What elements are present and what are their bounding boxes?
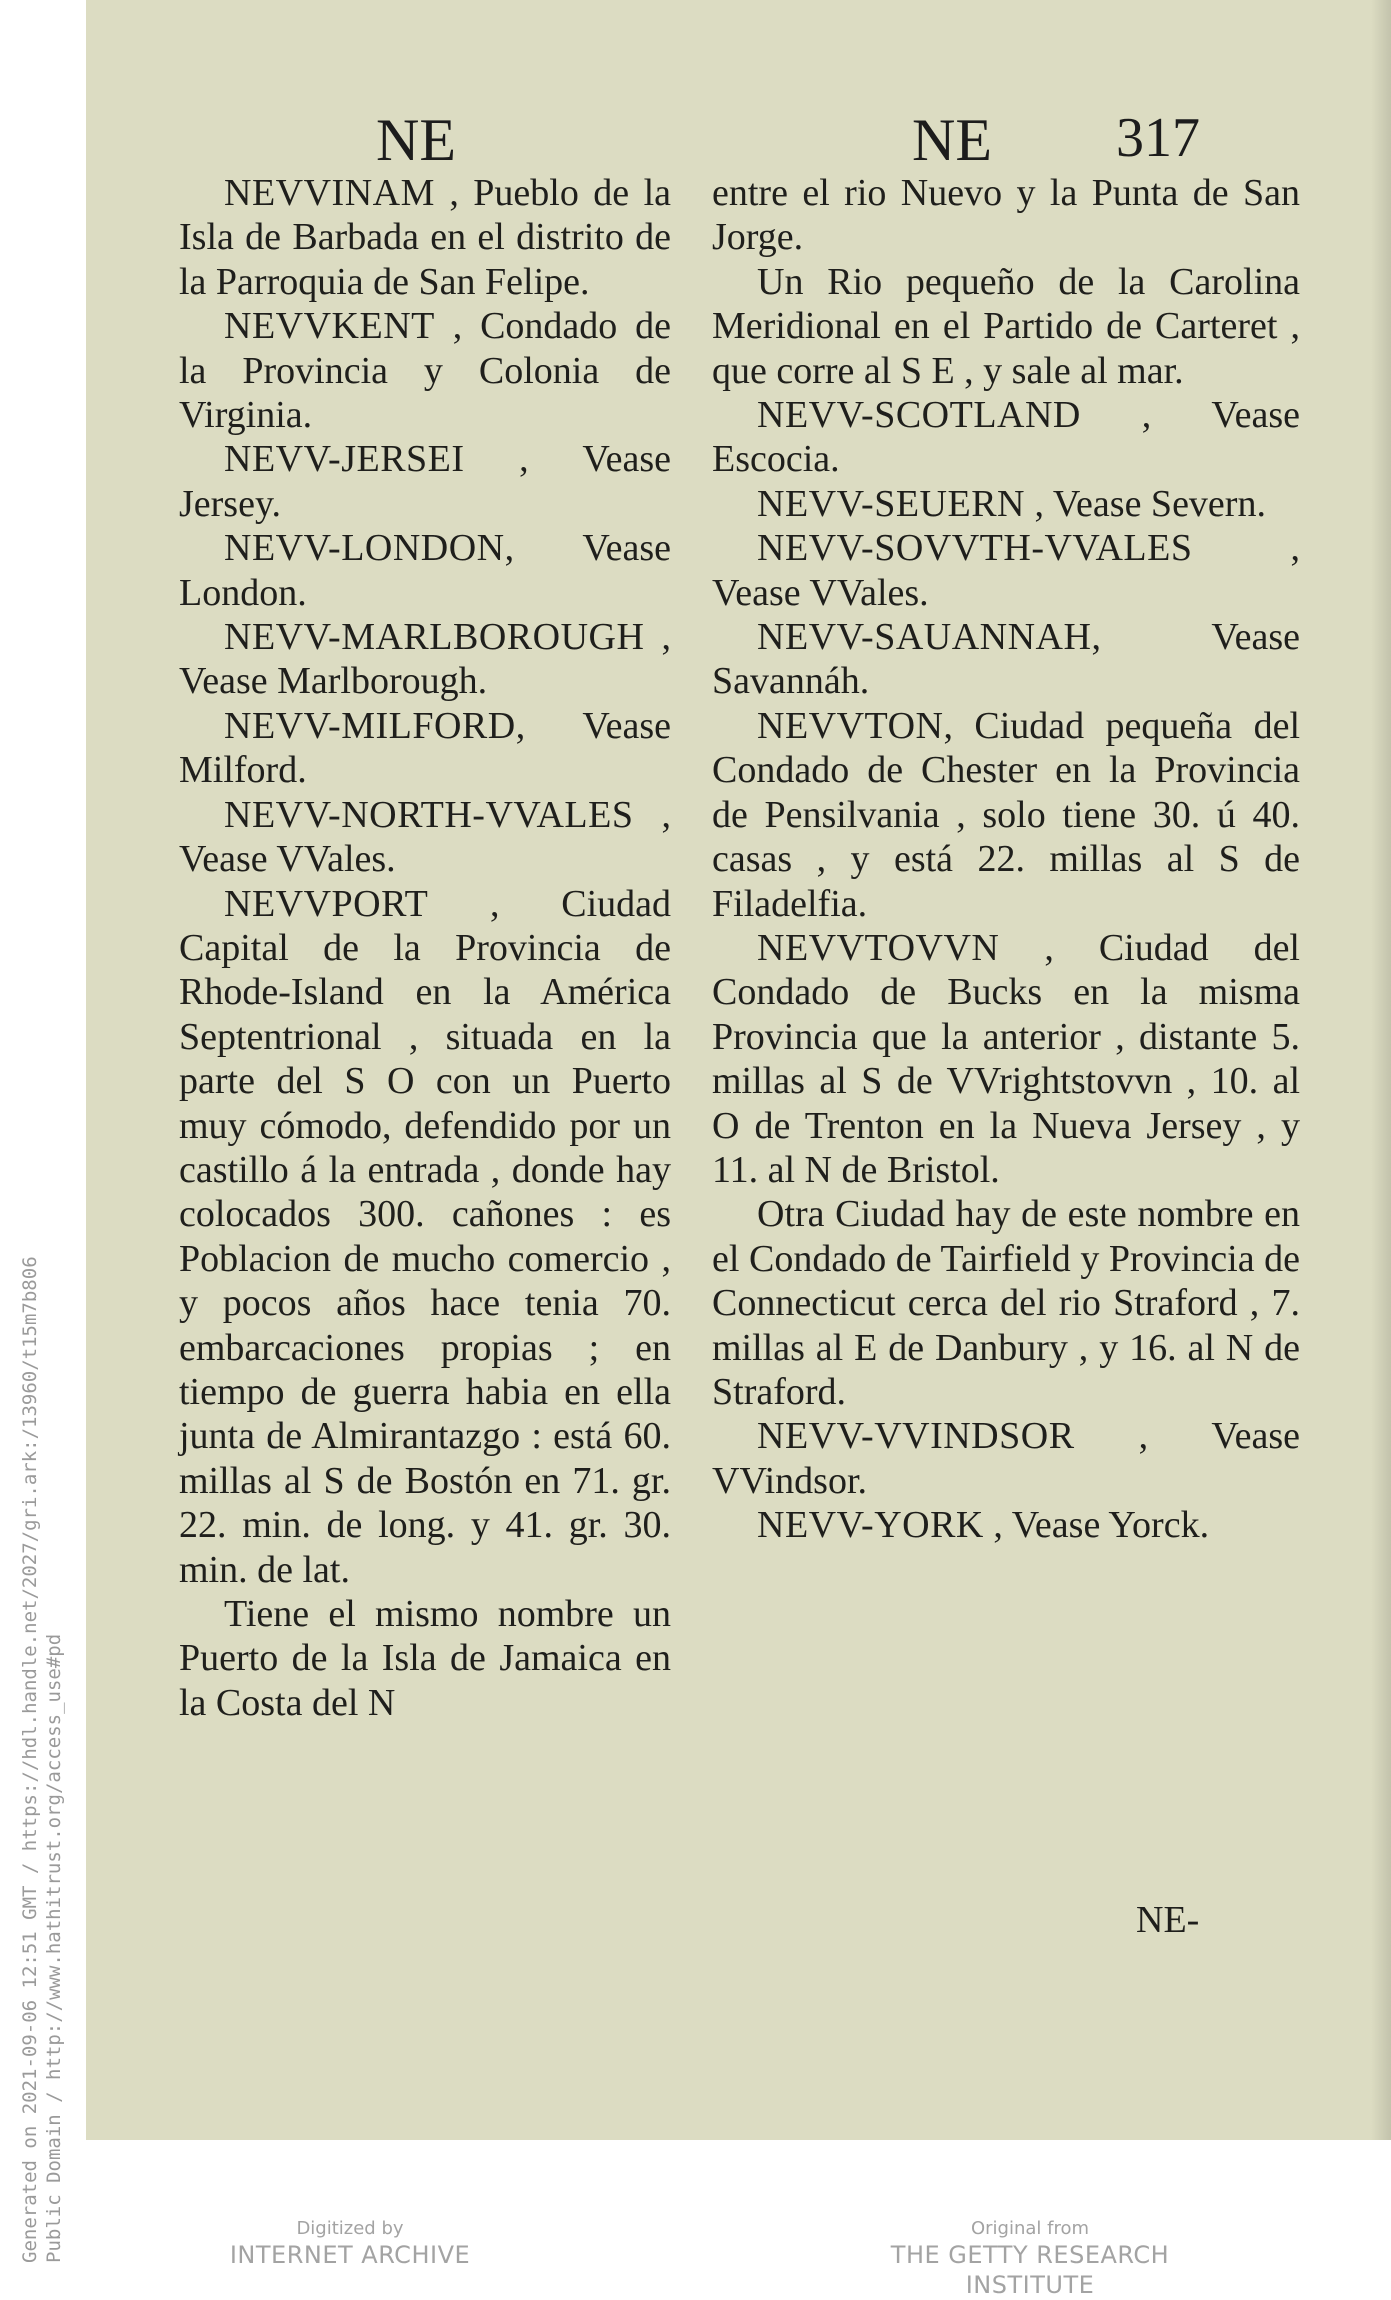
entry-text: , Vease VVales. [712, 527, 1300, 614]
entry-text: , Vease Yorck. [983, 1504, 1210, 1547]
entry-headword: NEVVTON [757, 704, 944, 747]
scanned-page [86, 0, 1391, 2140]
page-number: 317 [1116, 107, 1200, 169]
entry-text: , Condado de la Provincia y Colonia de Virginia. [179, 305, 671, 437]
entry-headword: NEVV-VVINDSOR [757, 1415, 1075, 1458]
digitized-by-label: Digitized by [296, 2218, 404, 2239]
entry-headword: NEVV-SCOTLAND [757, 394, 1081, 437]
entry-text: Tiene el mismo nombre un Puerto de la Isla de Jamaica en la Costa del N [179, 1593, 671, 1724]
stamp-line-2: Public Domain / http://www.hathitrust.org/access_use#pd [43, 1633, 65, 2263]
dictionary-entry [712, 260, 1300, 393]
entry-text: , Vease VVales. [179, 793, 671, 881]
dictionary-entry [712, 526, 1300, 615]
dictionary-entry [712, 482, 1300, 526]
entry-text: , Pueblo de la Isla de Barbada en el distrito de la Parroquia de San Felipe. [179, 172, 671, 303]
entry-headword: NEVV-SAUANNAH [757, 616, 1092, 659]
entry-headword: NEVV-JERSEI [224, 438, 465, 481]
dictionary-entry [712, 1414, 1300, 1503]
dictionary-entry [179, 882, 671, 1593]
entry-text: , Ciudad del Condado de Bucks en la misma Provincia que la anterior , distante 5. millas al S de VVrightstovvn , 10. al O de Trenton en la Nueva Jersey , y 11. al N de Bristol. [712, 926, 1300, 1191]
running-header [86, 106, 1391, 176]
original-from-label: Original from [970, 2218, 1090, 2239]
entry-text: Otra Ciudad hay de este nombre en el Condado de Tairfield y Provincia de Connecticut cerca del rio Straford , 7. millas al E de Danbury , y 16. al N de Straford. [712, 1193, 1300, 1413]
digitized-by-credit [200, 2218, 500, 2270]
dictionary-entry [179, 171, 671, 304]
left-column [179, 171, 671, 1725]
getty-institute-text: THE GETTY RESEARCH INSTITUTE [890, 2241, 1170, 2299]
entry-headword: NEVVINAM [224, 172, 435, 214]
entry-text: , Vease Savannáh. [712, 616, 1300, 703]
entry-text: , Vease Marlborough. [179, 616, 671, 703]
entry-headword: NEVV-SEUERN [757, 482, 1025, 525]
entry-headword: NEVVKENT [224, 305, 435, 348]
entry-text: , Ciudad Capital de la Provincia de Rhode-Island en la América Septentrional , situada en la parte del S O con un Puerto muy cómodo, defendido por un castillo á la entrada , donde hay colocados 300. cañones : es Poblacion de mucho comercio , y pocos años hace tenia 70. embarcaciones propias ; en tiempo de guerra habia en ella junta de Almirantazgo : está 60. millas al S de Bostón en 71. gr. 22. min. de long. y 41. gr. 30. min. de lat. [179, 882, 671, 1591]
entry-text: Un Rio pequeño de la Carolina Meridional en el Partido de Carteret , que corre al S E , y sale al mar. [712, 260, 1300, 392]
entry-text: , Vease Severn. [1025, 482, 1266, 525]
entry-text: entre el rio Nuevo y la Punta de San Jorge. [712, 172, 1300, 259]
dictionary-entry [712, 171, 1300, 260]
internet-archive-logo-text: INTERNET ARCHIVE [229, 2241, 471, 2269]
entry-headword: NEVV-LONDON [224, 527, 505, 570]
header-right: NE [912, 107, 992, 173]
entry-headword: NEVV-MARLBOROUGH [224, 616, 645, 659]
stamp-line-1: Generated on 2021-09-06 12:51 GMT / https://hdl.handle.net/2027/gri.ark:/13960/t15m7b806 [19, 1256, 41, 2263]
dictionary-entry [712, 615, 1300, 704]
dictionary-entry [179, 304, 671, 437]
stamp-text [18, 1256, 66, 2263]
entry-text: , Vease Escocia. [712, 394, 1300, 481]
entry-headword: NEVVPORT [224, 882, 429, 925]
entry-text: , Vease London. [179, 527, 671, 614]
hathitrust-stamp [0, 0, 86, 2271]
entry-headword: NEVVTOVVN [757, 926, 1000, 969]
dictionary-entry [712, 1503, 1300, 1547]
header-left: NE [376, 107, 456, 173]
dictionary-entry [712, 926, 1300, 1192]
dictionary-entry [179, 793, 671, 882]
dictionary-entry [712, 704, 1300, 926]
entry-headword: NEVV-NORTH-VVALES [224, 793, 634, 836]
entry-headword: NEVV-SOVVTH-VVALES [757, 527, 1193, 570]
dictionary-entry [179, 1592, 671, 1725]
catchword: NE- [1136, 1899, 1200, 1941]
dictionary-entry [179, 437, 671, 526]
dictionary-entry [179, 704, 671, 793]
dictionary-entry [712, 1192, 1300, 1414]
entry-text: , Vease Milford. [179, 704, 671, 792]
original-from-credit [830, 2218, 1230, 2300]
dictionary-entry [179, 526, 671, 615]
dictionary-entry [179, 615, 671, 704]
entry-text: , Vease Jersey. [179, 438, 671, 525]
dictionary-entry [712, 393, 1300, 482]
entry-text: , Vease VVindsor. [712, 1415, 1300, 1502]
right-column [712, 171, 1300, 1548]
entry-text: , Ciudad pequeña del Condado de Chester en la Provincia de Pensilvania , solo tiene 30. ú 40. casas , y está 22. millas al S de Filadelfia. [712, 704, 1300, 925]
entry-headword: NEVV-MILFORD [224, 704, 516, 747]
entry-headword: NEVV-YORK [757, 1504, 984, 1547]
